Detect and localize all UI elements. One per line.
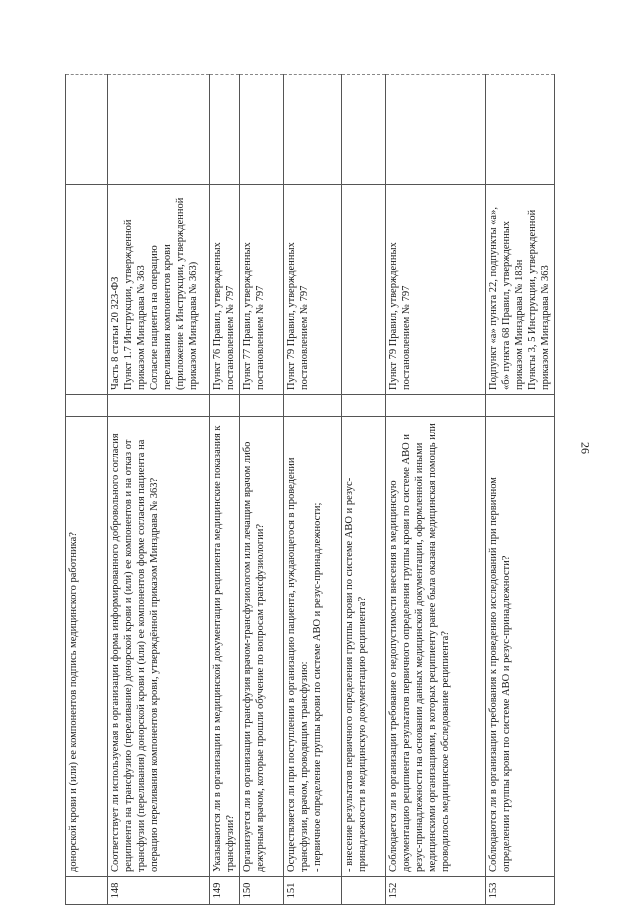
empty-cell [240, 395, 284, 417]
table-row-continued [66, 75, 108, 905]
page-number: 26 [578, 442, 593, 454]
empty-cell [284, 75, 342, 185]
table-row [386, 75, 486, 905]
question-cell: Указываются ли в организации в медицинской документации реципиента медицинские показания к трансфузии? [210, 417, 240, 877]
empty-cell [386, 75, 486, 185]
row-number: 151 [284, 877, 342, 905]
reference-cell: Подпункт «а» пункта 22, подпункты «а», «б» пункта 68 Правил, утвержденных приказом Минздрава № 183н Пункты 3, 5 Инструкции, утвержденной приказом Минздрава № 363 [486, 185, 555, 395]
empty-cell [210, 75, 240, 185]
reference-cell: Пункт 79 Правил, утвержденных постановлением № 797 [386, 185, 486, 395]
empty-cell [342, 75, 386, 185]
question-cell: донорской крови и (или) ее компонентов подпись медицинского работника? [66, 417, 108, 877]
row-number: 149 [210, 877, 240, 905]
row-number [66, 877, 108, 905]
reference-cell: Часть 8 статьи 20 323-ФЗ Пункт 1.7 Инструкции, утвержденной приказом Минздрава № 363 Согласие пациента на операцию переливания компонентов крови (приложение к Инструкции, утвержденной приказом Минздрава № 363) [108, 185, 210, 395]
table-row [108, 75, 210, 905]
reference-cell [342, 185, 386, 395]
reference-cell [66, 185, 108, 395]
reference-cell: Пункт 77 Правил, утвержденных постановлением № 797 [240, 185, 284, 395]
row-number: 152 [386, 877, 486, 905]
empty-cell [240, 75, 284, 185]
question-cell: Организуется ли в организации трансфузия врачом-трансфузиологом или лечащим врачом либо дежурным врачом, которые прошли обучение по вопросам трансфузиологии? [240, 417, 284, 877]
table-row [240, 75, 284, 905]
empty-cell [386, 395, 486, 417]
empty-cell [486, 395, 555, 417]
reference-cell: Пункт 76 Правил, утвержденных постановлением № 797 [210, 185, 240, 395]
question-cell: Соответствует ли используемая в организации форма информированного добровольного согласия реципиента на трансфузию (переливание) донорской крови и (или) ее компонентов и на отказ от трансфузии (переливания) донорской крови и (или) ее компонентов форме согласия пациента на операцию переливания компонентов крови, утверждённой приказом Минздрава № 363? [108, 417, 210, 877]
table-row [210, 75, 240, 905]
row-number [342, 877, 386, 905]
row-number: 148 [108, 877, 210, 905]
question-cell: Соблюдается ли в организации требование о недопустимости внесения в медицинскую документацию реципиента результатов первичного определения группы крови по системе АВО и резус-принадлежности на основании данных медицинской документации, оформленной иными медицинскими организациями, в которых реципиенту ранее была оказана медицинская помощь или проводилось медицинское обследование реципиента? [386, 417, 486, 877]
empty-cell [342, 395, 386, 417]
inspection-table [65, 74, 555, 905]
empty-cell [108, 395, 210, 417]
table-row [342, 75, 386, 905]
empty-cell [210, 395, 240, 417]
empty-cell [66, 395, 108, 417]
reference-cell: Пункт 79 Правил, утвержденных постановлением № 797 [284, 185, 342, 395]
rotated-table-container [65, 75, 552, 905]
row-number: 150 [240, 877, 284, 905]
table-row [284, 75, 342, 905]
empty-cell [66, 75, 108, 185]
empty-cell [284, 395, 342, 417]
row-number: 153 [486, 877, 555, 905]
question-cell: - внесение результатов первичного определения группы крови по системе АВО и резус-принадлежности в медицинскую документацию реципиента? [342, 417, 386, 877]
question-cell: Соблюдаются ли в организации требования к проведению исследований при первичном определении группы крови по системе АВО и резус-принадлежности? [486, 417, 555, 877]
table-row [486, 75, 555, 905]
question-cell: Осуществляется ли при поступлении в организацию пациента, нуждающегося в проведении трансфузии, врачом, проводящим трансфузию: - первичное определение группы крови по системе АВО и резус-принадлежности; [284, 417, 342, 877]
empty-cell [486, 75, 555, 185]
empty-cell [108, 75, 210, 185]
